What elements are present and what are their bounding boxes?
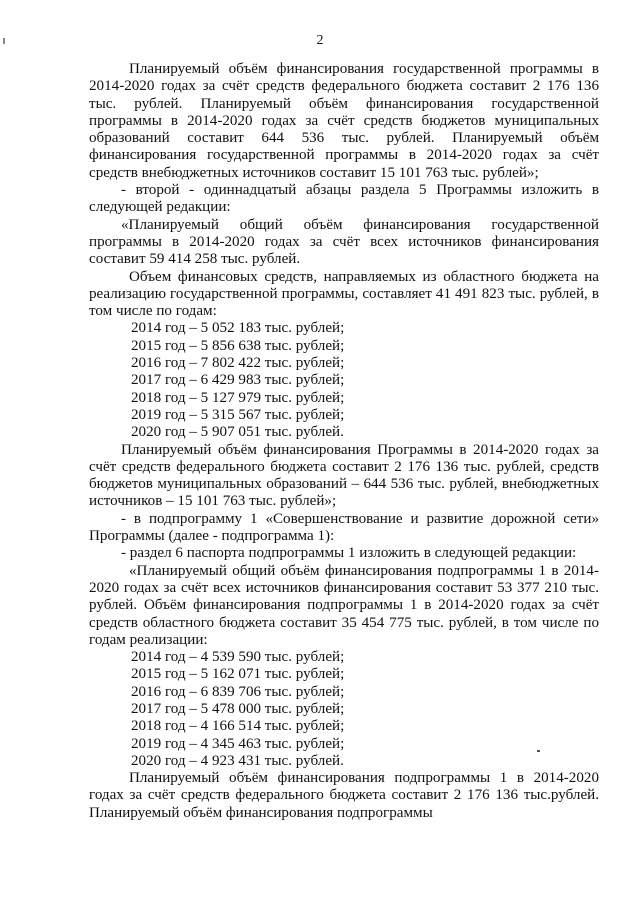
paragraph-passport-section6: - раздел 6 паспорта подпрограммы 1 изложить в следующей редакции: <box>121 545 577 562</box>
scan-speck <box>537 750 540 752</box>
year-list-subprogram1 <box>89 649 599 770</box>
paragraph-subprogram1-intro: - в подпрограмму 1 «Совершенствование и развитие дорожной сети» Программы (далее - подпрограмма 1): <box>89 510 599 545</box>
year-item: 2019 год – 4 345 463 тыс. рублей; <box>131 735 345 752</box>
paragraph-total-funding: «Планируемый общий объём финансирования государственной программы в 2014-2020 годах за счёт всех источников финансирования составит 59 414 258 тыс. рублей. <box>89 216 599 268</box>
year-item: 2014 год – 5 052 183 тыс. рублей; <box>131 320 345 337</box>
year-item: 2016 год – 7 802 422 тыс. рублей; <box>131 355 345 372</box>
year-item: 2014 год – 4 539 590 тыс. рублей; <box>131 649 345 666</box>
paragraph-federal-funding: Планируемый объём финансирования государственной программы в 2014-2020 годах за счёт средств федерального бюджета составит 2 176 136 тыс. рублей. Планируемый объём финансирования государственной программы в 2014-2020 годах за счёт средств бюджетов муниципальных образований составит 644 536 тыс. рублей. Планируемый объём финансирования государственной программы в 2014-2020 годах за счёт средств внебюджетных источников составит 15 101 763 тыс. рублей»; <box>89 61 599 181</box>
year-item: 2018 год – 4 166 514 тыс. рублей; <box>131 718 345 735</box>
year-item: 2020 год – 4 923 431 тыс. рублей. <box>131 752 344 769</box>
paragraph-subprogram1-federal: Планируемый объём финансирования подпрограммы 1 в 2014-2020 годах за счёт средств федерального бюджета составит 2 176 136 тыс.рублей. Планируемый объём финансирования подпрограммы <box>89 770 599 821</box>
paragraph-section5-amendment: - второй - одиннадцатый абзацы раздела 5 Программы изложить в следующей редакции: <box>89 182 599 216</box>
page-number: 2 <box>316 33 324 48</box>
year-item: 2019 год – 5 315 567 тыс. рублей; <box>131 406 345 423</box>
year-item: 2015 год – 5 162 071 тыс. рублей; <box>131 666 345 683</box>
year-item: 2020 год – 5 907 051 тыс. рублей. <box>131 424 344 441</box>
year-item: 2016 год – 6 839 706 тыс. рублей; <box>131 683 345 700</box>
year-item: 2017 год – 6 429 983 тыс. рублей; <box>131 372 345 389</box>
year-item: 2018 год – 5 127 979 тыс. рублей; <box>131 389 345 406</box>
paragraph-regional-budget: Объем финансовых средств, направляемых из областного бюджета на реализацию государственной программы, составляет 41 491 823 тыс. рублей, в том числе по годам: <box>89 268 599 320</box>
paragraph-subprogram1-total: «Планируемый общий объём финансирования подпрограммы 1 в 2014-2020 годах за счёт всех источников финансирования составит 53 377 210 тыс. рублей. Объём финансирования подпрограммы 1 в 2014-2020 годах за счёт средств областного бюджета составит 35 454 775 тыс. рублей, в том числе по годам реализации: <box>89 562 599 648</box>
paragraph-program-other-sources: Планируемый объём финансирования Программы в 2014-2020 годах за счёт средств федерального бюджета составит 2 176 136 тыс. рублей, средств бюджетов муниципальных образований – 644 536 тыс. рублей, внебюджетных источников – 15 101 763 тыс. рублей»; <box>89 441 599 510</box>
year-item: 2015 год – 5 856 638 тыс. рублей; <box>131 337 345 354</box>
year-item: 2017 год – 5 478 000 тыс. рублей; <box>131 700 345 717</box>
document-body <box>89 61 599 822</box>
year-list-program <box>89 320 599 441</box>
